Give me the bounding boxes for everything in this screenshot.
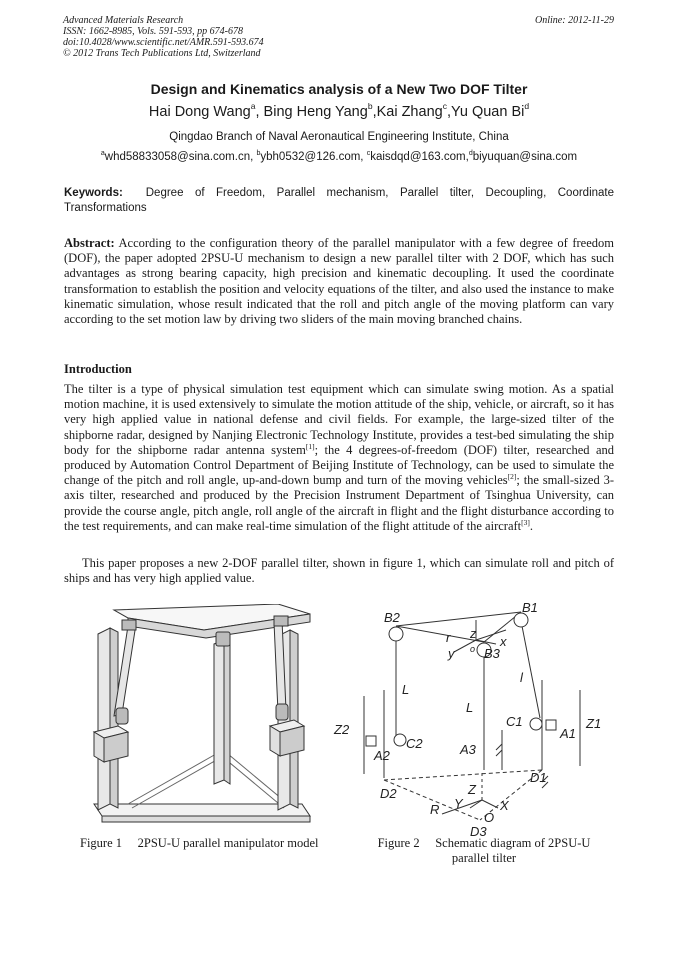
intro-paragraph-2: This paper proposes a new 2-DOF parallel tilter, shown in figure 1, which can simulate roll and pitch of ships and has very high applied value.	[64, 556, 614, 586]
label-y-base: Y	[454, 796, 463, 811]
author-mark: d	[524, 101, 530, 111]
issn: ISSN: 1662-8985, Vols. 591-593, pp 674-678	[63, 26, 243, 37]
label-z-local: z	[470, 626, 477, 641]
keywords-label: Keywords:	[64, 187, 123, 199]
label-y-local: y	[448, 646, 455, 661]
figure-1-manipulator-model	[88, 604, 316, 834]
figure-2-schematic-diagram	[324, 600, 606, 840]
label-l-left: L	[402, 682, 410, 697]
author-name: Hai Dong Wang	[148, 104, 251, 120]
keywords-text: Degree of Freedom, Parallel mechanism, Parallel tilter, Decoupling, Coordinate Transformations	[64, 187, 615, 214]
author-mark: a	[250, 101, 256, 111]
label-l-mid: L	[466, 700, 474, 715]
label-a3: A3	[460, 742, 476, 757]
citation-3[interactable]: [3]	[521, 517, 530, 527]
label-b3: B3	[484, 646, 500, 661]
abstract-text: According to the configuration theory of the parallel manipulator with a few degree of freedom (DOF), the paper adopted 2PSU-U mechanism to design a new parallel tilter with 2 DOF, which has such advantages as strong bearing capacity, high precision and kinematic decoupling. It used the coordinate transformation to establish the position and velocity equations of the tilter, and also used the instance to make kinematic simulation, whose result indicated that the roll and pitch angle of the moving platform can vary according to the set motion law by driving two sliders of the main moving branched chains.	[64, 236, 614, 327]
author-name: Bing Heng Yang	[263, 104, 368, 120]
label-x-base: X	[500, 798, 509, 813]
doi: doi:10.4028/www.scientific.net/AMR.591-593.674	[63, 37, 264, 48]
citation-2[interactable]: [2]	[507, 472, 517, 482]
abstract-label: Abstract:	[64, 236, 115, 250]
affiliation: Qingdao Branch of Naval Aeronautical Engineering Institute, China	[169, 131, 509, 143]
label-d2: D2	[380, 786, 397, 801]
journal-header	[63, 15, 264, 59]
label-a2: A2	[374, 748, 390, 763]
citation-1[interactable]: [1]	[305, 441, 315, 451]
label-b1: B1	[522, 600, 538, 615]
email-link[interactable]: biyuquan@sina.com	[472, 151, 578, 163]
email-list: $^a$whd58833058@sina.com.cn, $^b$ybh0532@126.com, $^c$kaisdqd@163.com,$^d$biyuquan@sina.com	[100, 150, 578, 163]
author-name: Yu Quan Bi	[450, 104, 525, 120]
keywords	[64, 186, 614, 216]
label-b2: B2	[384, 610, 400, 625]
author-mark: b	[367, 101, 373, 111]
email-link[interactable]: kaisdqd@163.com	[370, 151, 466, 163]
figure-1-caption: Figure 1 2PSU-U parallel manipulator model	[80, 836, 319, 850]
paper-title: Design and Kinematics analysis of a New Two DOF Tilter	[150, 81, 528, 97]
label-r: r	[446, 630, 451, 645]
journal-name: Advanced Materials Research	[63, 15, 184, 26]
email-link[interactable]: ybh0532@126.com	[260, 151, 361, 163]
intro-paragraph-1: The tilter is a type of physical simulation test equipment which can simulate swing motion. As a spatial motion machine, it is used extensively to simulate the motion attitude of the ship, vehicle, or aircraft, so it has very high applied value in national defense and civil fields. For example, the large-sized tilter of the shipborne radar, designed by Nanjing Electronic Technology Institute, provides a test-bed simulating the ship body for the shipborne radar antenna system[1]; the 4 degrees-of-freedom (DOF) tilter, researched and produced by Automation Control Department of Beijing Institute of Technology, can be used to simulate the change of the pitch and roll angle, up-and-down bump and turn of the moving vehicles[2]; the small-sized 3-axis tilter, researched and produced by the Precision Instrument Department of Tsinghua University, can provide the course angle, pitch angle, roll angle of the aircraft in flight and the flight disturbance according to the test requirements, and can make real-time simulation of the flight attitude of the aircraft[3].	[64, 382, 615, 533]
label-c1: C1	[506, 714, 523, 729]
section-heading-introduction: Introduction	[64, 362, 132, 376]
abstract	[64, 236, 614, 327]
email-link[interactable]: whd58833058@sina.com.cn	[104, 151, 251, 163]
online-date: Online: 2012-11-29	[535, 15, 614, 26]
label-r-base: R	[430, 802, 440, 817]
figure-2-caption: Figure 2 Schematic diagram of 2PSU-U parallel tilter	[377, 836, 594, 865]
label-a1: A1	[560, 726, 576, 741]
label-z2: Z2	[334, 722, 350, 737]
label-o-base: O	[484, 810, 495, 825]
label-l-right: l	[520, 670, 523, 685]
copyright: © 2012 Trans Tech Publications Ltd, Switzerland	[63, 48, 261, 59]
label-c2: C2	[406, 736, 423, 751]
label-z-base: Z	[468, 782, 476, 797]
author-mark: c	[442, 101, 447, 111]
label-o-local: o	[470, 644, 476, 654]
label-d3: D3	[470, 824, 487, 839]
author-name: Kai Zhang	[376, 104, 443, 120]
label-x-local: x	[500, 634, 507, 649]
label-d1: D1	[530, 770, 547, 785]
author-list: Hai Dong Wang$^a$, Bing Heng Yang$^b$,Kai Zhang$^c$,Yu Quan Bi$^d$	[148, 101, 530, 120]
label-z1: Z1	[586, 716, 602, 731]
